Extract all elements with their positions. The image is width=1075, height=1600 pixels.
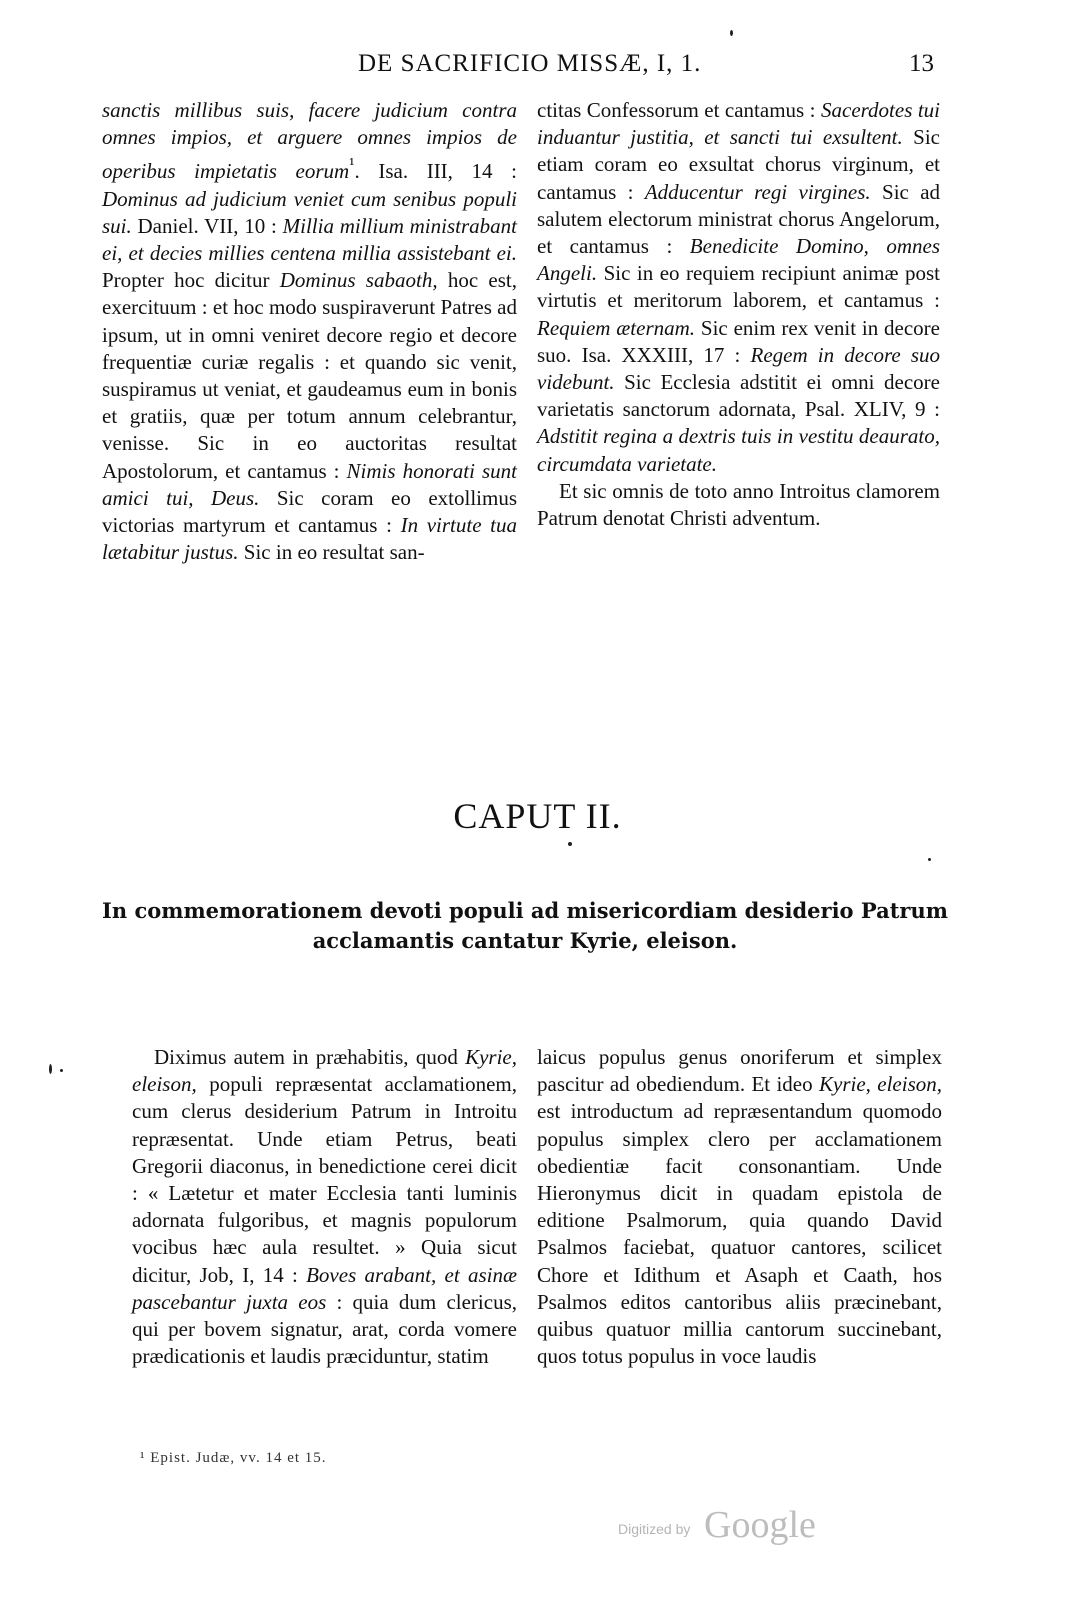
scan-speck bbox=[49, 1064, 52, 1074]
running-title: DE SACRIFICIO MISSÆ, I, 1. bbox=[358, 50, 702, 77]
footnote: ¹ Epist. Judæ, vv. 14 et 15. bbox=[140, 1450, 327, 1466]
text-run: Sic etiam coram eo exsultat chorus virginum, et cantamus : bbox=[537, 125, 940, 204]
text-run: est introductum ad repræsentandum quomodo populus simplex clero per acclamationem obedientiæ facit consonantiam. Unde Hieronymus dicit in quadam epistola de editione Psalmorum, quia quando David Psalmos faciebat, quatuor cantores, scilicet Chore et Idithum et Asaph et Caath, hos Psalmos editos cantoribus aliis præcinebant, quibus quatuor millia cantorum succinebant, quos totus populus in voce laudis bbox=[537, 1099, 942, 1369]
paragraph bbox=[132, 1044, 517, 1370]
italic-run: Kyrie, eleison, bbox=[819, 1072, 943, 1097]
right-column-lower bbox=[537, 1044, 942, 1370]
italic-run: Sacerdotes tui induantur justitia, et sancti tui exsultent. bbox=[537, 98, 941, 150]
scan-speck bbox=[60, 1069, 63, 1072]
left-column-upper bbox=[102, 97, 517, 566]
italic-run: Regem in decore suo videbunt. bbox=[537, 342, 940, 395]
italic-run: Adstitit regina a dextris tuis in vestitu deaurato, circumdata varietate. bbox=[537, 424, 940, 476]
italic-run: Dominus ad judicium veniet cum senibus populi sui. bbox=[102, 186, 517, 238]
text-run: Sic ad salutem electorum ministrat chorus Angelorum, et cantamus : bbox=[537, 179, 941, 259]
italic-run: sanctis millibus suis, facere judicium contra omnes impios, et arguere omnes impios de operibus impietatis eorum bbox=[102, 98, 517, 184]
text-run: Sic in eo requiem recipiunt animæ post virtutis et meritorum laborem, et cantamus : bbox=[537, 261, 940, 313]
italic-run: In virtute tua lætabitur justus. bbox=[102, 513, 517, 565]
google-logo: Google bbox=[704, 1504, 816, 1546]
page-number: 13 bbox=[909, 50, 934, 77]
paragraph bbox=[537, 97, 940, 478]
text-run: populi repræsentat acclamationem, cum clerus desiderium Patrum in Introitu repræsentat. Unde etiam Petrus, beati Gregorii diaconus, in benedictione cerei dicit : « Lætetur et mater Ecclesia tanti luminis adornata fulgoribus, et magnis populorum vocibus hæc aula resultet. » Quia sicut dicitur, Job, I, 14 : bbox=[132, 1072, 517, 1287]
paragraph: Et sic omnis de toto anno Introitus clamorem Patrum denotat Christi adventum. bbox=[537, 478, 940, 531]
chapter-subtitle: In commemorationem devoti populi ad misericordiam desiderio Patrum acclamantis cantatur Kyrie, eleison. bbox=[102, 898, 948, 953]
scan-speck bbox=[928, 858, 931, 861]
text-run: Propter hoc dicitur bbox=[102, 268, 280, 293]
chapter-heading: CAPUT II. bbox=[453, 796, 622, 836]
text-run: laicus populus genus onoriferum et simplex pascitur ad obediendum. Et ideo bbox=[537, 1045, 942, 1097]
watermark-prefix: Digitized by bbox=[618, 1521, 691, 1537]
right-column-upper bbox=[537, 97, 940, 532]
footnote-ref[interactable]: ¹ bbox=[349, 154, 355, 175]
text-run: Sic enim rex venit in decore suo. Isa. XXXIII, 17 : bbox=[537, 315, 940, 367]
italic-run: Requiem æternam. bbox=[537, 315, 696, 340]
paragraph bbox=[102, 97, 517, 566]
text-run: Sic coram eo extollimus victorias martyrum et cantamus : bbox=[102, 485, 517, 538]
text-run: Sic in eo resultat san- bbox=[238, 540, 425, 565]
italic-run: Nimis honorati sunt amici tui, Deus. bbox=[102, 458, 517, 510]
left-column-lower bbox=[132, 1044, 517, 1370]
text-run: ctitas Confessorum et cantamus : bbox=[537, 98, 821, 122]
italic-run: Kyrie, eleison, bbox=[132, 1045, 517, 1097]
italic-run: Adducentur regi virgines. bbox=[644, 179, 871, 204]
running-head bbox=[100, 50, 940, 84]
text-run: Sic Ecclesia adstitit ei omni decore varietatis sanctorum adornata, Psal. XLIV, 9 : bbox=[537, 370, 940, 422]
scan-speck bbox=[730, 30, 733, 36]
paragraph bbox=[537, 1044, 942, 1370]
italic-run: Boves arabant, et asinæ pascebantur juxta eos bbox=[132, 1262, 517, 1314]
text-run: : quia dum clericus, qui per bovem signatur, arat, corda vomere prædicationis et laudis præciduntur, statim bbox=[132, 1289, 517, 1369]
italic-run: Benedicite Domino, omnes Angeli. bbox=[537, 234, 940, 286]
italic-run: Millia millium ministrabant ei, et decies millies centena millia assistebant ei. bbox=[102, 213, 517, 266]
italic-run: Dominus sabaoth, bbox=[279, 268, 438, 293]
google-watermark bbox=[618, 1503, 838, 1553]
text-run: Diximus autem in præhabitis, quod bbox=[154, 1045, 466, 1069]
scan-speck bbox=[568, 842, 572, 846]
text-run: hoc est, exercituum : et hoc modo suspiraverunt Patres ad ipsum, ut in omni veniret decore regio et decore frequentiæ curiæ regalis : et quando sic venit, suspiramus ut veniat, et gaudeamus eum in bonis et gratiis, quæ per totum annum celebrantur, venisse. Sic in eo auctoritas resultat Apostolorum, et cantamus : bbox=[102, 268, 517, 483]
text-run: . Isa. III, 14 : bbox=[354, 159, 517, 184]
text-run: Daniel. VII, 10 : bbox=[131, 213, 283, 238]
